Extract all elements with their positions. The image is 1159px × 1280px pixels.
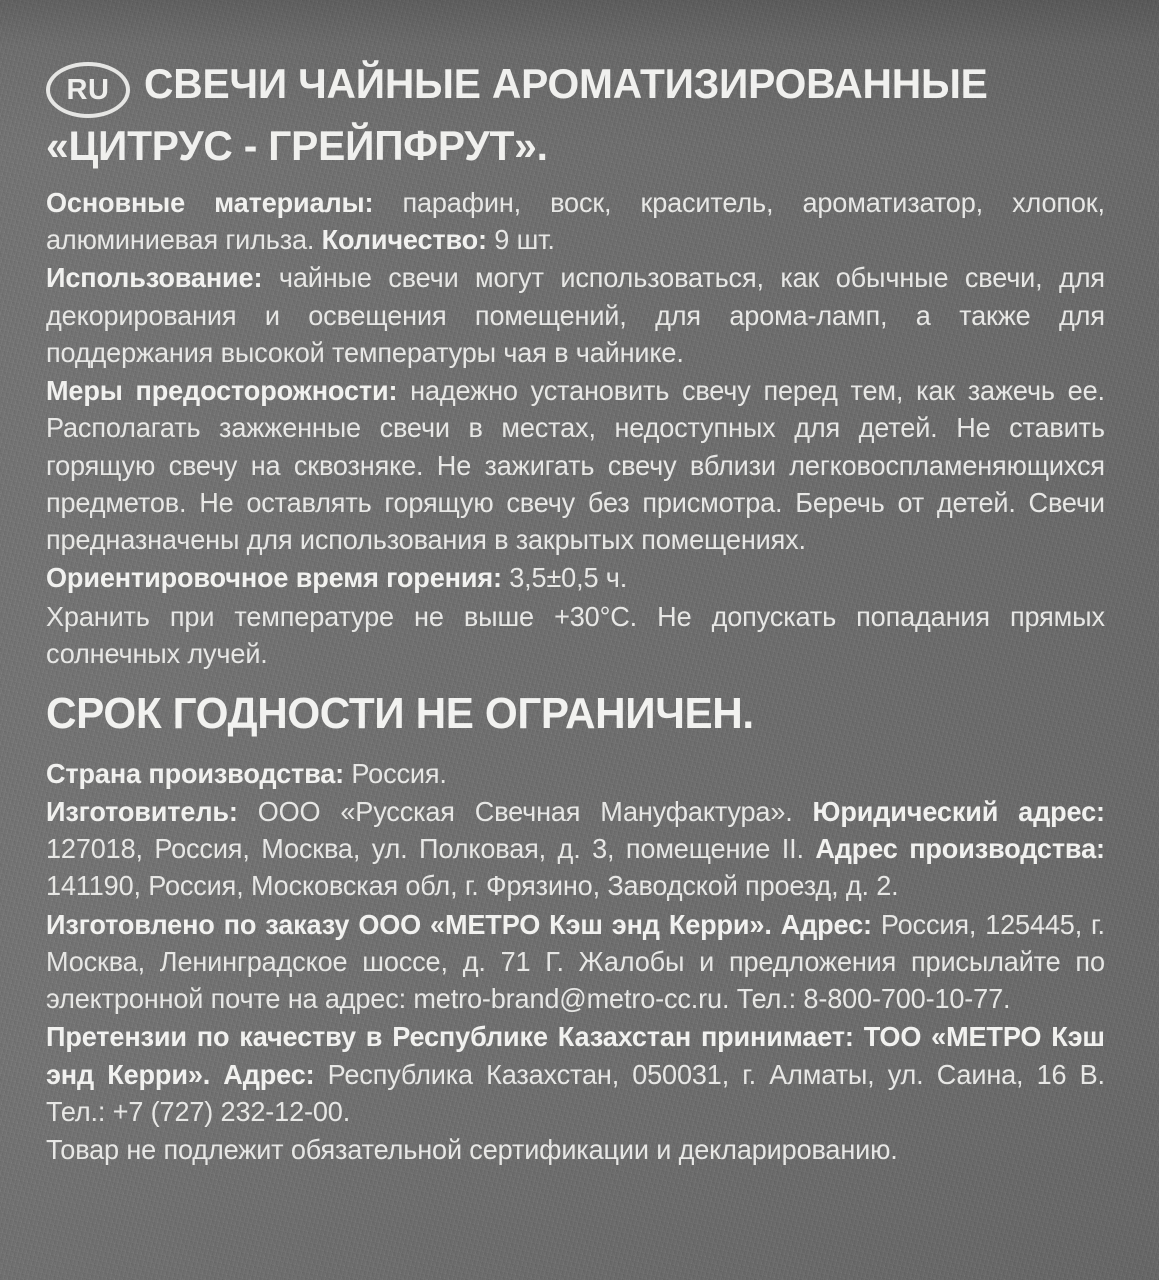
quantity-heading: Количество: [321,224,487,256]
materials-paragraph [46,184,1105,259]
headline-first-row [46,56,1137,118]
precautions-text: надежно установить свечу перед тем, как зажечь ее. Располагать зажженные свечи в местах, недоступных для детей. Не ставить горящую свечу на сквозняке. Не зажигать свечу вблизи легковоспламеняющихся предметов. Не оставлять горящую свечу без присмотра. Беречь от детей. Свечи предназначены для использования в закрытых помещениях. [46,375,1105,556]
ordered-by-address-heading: Адрес: [780,908,872,940]
kazakhstan-paragraph [46,1018,1105,1130]
usage-paragraph [46,259,1105,371]
materials-text: парафин, воск, краситель, ароматизатор, хлопок, алюминиевая гильза. [46,186,1105,256]
country-paragraph [46,755,1105,792]
label-body-column [46,184,1121,1168]
precautions-heading: Меры предосторожности: [46,375,398,407]
storage-paragraph [46,598,1105,673]
shelf-life-banner: СРОК ГОДНОСТИ НЕ ОГРАНИЧЕН. [46,689,754,739]
certification-paragraph [46,1131,1105,1168]
usage-heading: Использование: [46,262,263,294]
burn-time-text: 3,5±0,5 ч. [501,562,628,594]
manufacturer-text: ООО «Русская Свечная Мануфактура». [237,795,813,827]
manufacturer-heading: Изготовитель: [46,795,238,827]
ordered-by-paragraph [46,906,1105,1018]
burn-time-paragraph [46,559,1105,596]
kazakhstan-address-heading: Адрес: [223,1058,315,1090]
ordered-by-heading: Изготовлено по заказу ООО «МЕТРО Кэш энд Керри». [46,908,781,940]
manufacturer-paragraph [46,793,1105,905]
production-address-heading: Адрес производства: [815,833,1105,864]
storage-text: Хранить при температуре не выше +30°С. Не допускать попадания прямых солнечных лучей. [46,600,1105,669]
label-headline-block [46,56,1137,174]
quantity-text: 9 шт. [486,224,555,256]
product-title-line-1: СВЕЧИ ЧАЙНЫЕ АРОМАТИЗИРОВАННЫЕ [144,60,988,107]
ordered-by-text: Россия, 125445, г. Москва, Ленинградское шоссе, д. 71 Г. Жалобы и предложения присылайте по электронной почте на адрес: metro-brand@metro-cc.ru. Тел.: 8-800-700-10-77. [46,908,1105,1014]
production-address-text: 141190, Россия, Московская обл, г. Фрязино, Заводской проезд, д. 2. [46,870,899,902]
legal-address-text: 127018, Россия, Москва, ул. Полковая, д. 3, помещение II. [46,833,816,864]
kazakhstan-text: Республика Казахстан, 050031, г. Алматы, ул. Саина, 16 В. Тел.: +7 (727) 232-12-00. [46,1058,1105,1127]
kazakhstan-heading: Претензии по качеству в Республике Казахстан принимает: ТОО «МЕТРО Кэш энд Керри». [46,1021,1105,1090]
country-text: Россия. [344,757,447,789]
burn-time-heading: Ориентировочное время горения: [46,562,502,594]
materials-heading: Основные материалы: [46,186,374,218]
product-title-line-2: «ЦИТРУС - ГРЕЙПФРУТ». [46,122,548,169]
usage-text: чайные свечи могут использоваться, как обычные свечи, для декорирования и освещения помещений, для арома-ламп, а также для поддержания высокой температуры чая в чайнике. [46,262,1105,368]
precautions-paragraph [46,372,1105,558]
legal-address-heading: Юридический адрес: [812,795,1105,827]
certification-text: Товар не подлежит обязательной сертификации и декларированию. [46,1134,898,1165]
country-heading: Страна производства: [46,757,345,789]
ru-country-badge-icon: RU [46,62,130,118]
